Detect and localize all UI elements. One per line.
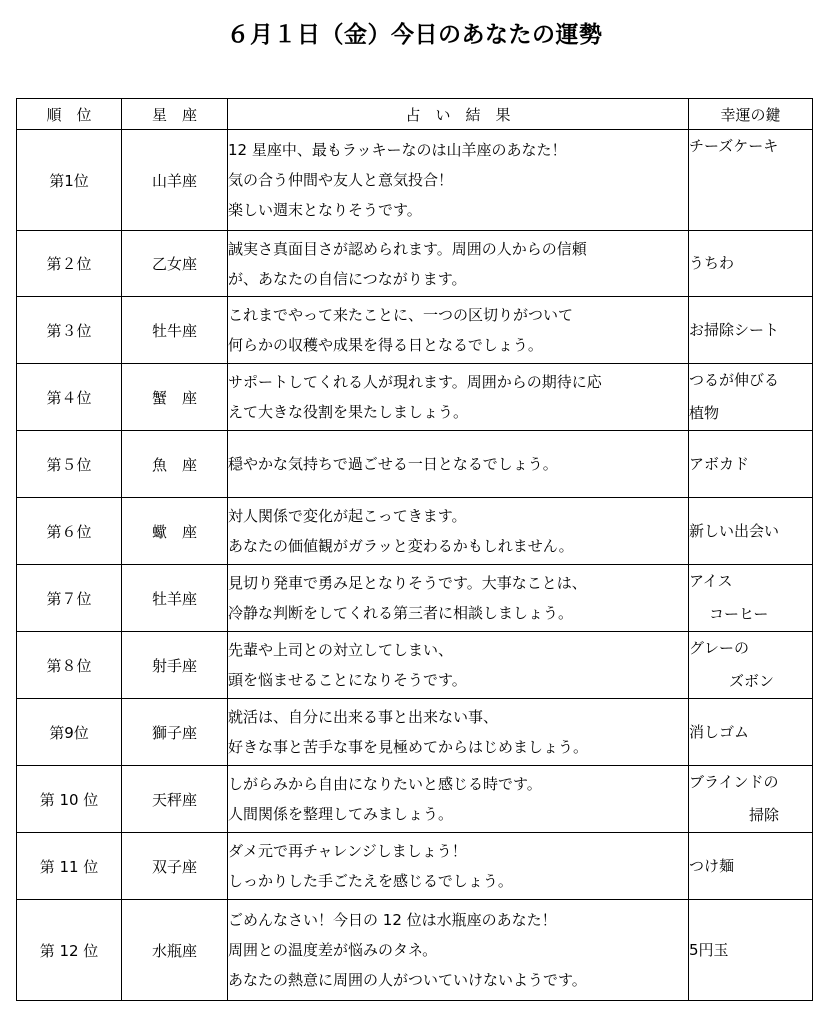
lucky-key-cell (689, 699, 813, 766)
sign-header: 星 座 (122, 99, 228, 130)
table-row (17, 231, 813, 297)
table-row (17, 364, 813, 431)
lucky-key-line: お掃除シート (689, 320, 780, 339)
lucky-key-line: つるが伸びる (689, 371, 780, 389)
table-row (17, 766, 813, 833)
lucky-key-line: 植物 (689, 404, 720, 422)
sign-cell: 天秤座 (122, 766, 228, 833)
lucky-key-cell (689, 632, 813, 699)
result-line: 就活は、自分に出来る事と出来ない事、 (228, 708, 499, 726)
lucky-key-line: チーズケーキ (689, 137, 779, 155)
table-header-row (17, 99, 813, 130)
result-line: ごめんなさい！今日の 12 位は水瓶座のあなた！ (228, 911, 557, 929)
result-cell (228, 632, 689, 699)
result-cell (228, 900, 689, 1001)
rank-cell: 第４位 (17, 364, 122, 431)
key-header: 幸運の鍵 (689, 99, 813, 130)
lucky-key-line: 5円玉 (689, 940, 729, 959)
result-line: 周囲との温度差が悩みのタネ。 (228, 941, 438, 959)
result-line: 何らかの収穫や成果を得る日となるでしょう。 (228, 336, 543, 354)
sign-cell: 射手座 (122, 632, 228, 699)
result-cell (228, 364, 689, 431)
result-line: 対人関係で変化が起こってきます。 (228, 507, 467, 525)
lucky-key-line: アイス (689, 572, 733, 590)
result-line: しっかりした手ごたえを感じるでしょう。 (228, 872, 513, 890)
table-row (17, 130, 813, 231)
fortune-table (16, 98, 813, 1001)
sign-cell: 牡牛座 (122, 297, 228, 364)
lucky-key-line: 掃除 (749, 806, 780, 824)
lucky-key-cell (689, 431, 813, 498)
lucky-key-line: ズボン (729, 672, 775, 690)
sign-cell: 山羊座 (122, 130, 228, 231)
result-cell (228, 297, 689, 364)
lucky-key-cell (689, 364, 813, 431)
table-row (17, 632, 813, 699)
result-line: ダメ元で再チャレンジしましょう！ (228, 842, 467, 860)
rank-header: 順 位 (17, 99, 122, 130)
lucky-key-line: コーヒー (709, 605, 769, 623)
table-row (17, 498, 813, 565)
lucky-key-line: 新しい出会い (689, 521, 780, 540)
table-row (17, 833, 813, 900)
rank-cell: 第６位 (17, 498, 122, 565)
result-line: えて大きな役割を果たしましょう。 (228, 403, 469, 421)
result-cell (228, 565, 689, 632)
lucky-key-cell (689, 498, 813, 565)
table-row (17, 565, 813, 632)
lucky-key-line: グレーの (689, 639, 750, 657)
lucky-key-cell (689, 297, 813, 364)
lucky-key-cell (689, 130, 813, 231)
rank-cell: 第 10 位 (17, 766, 122, 833)
lucky-key-cell (689, 565, 813, 632)
sign-cell: 水瓶座 (122, 900, 228, 1001)
result-header: 占 い 結 果 (228, 99, 689, 130)
result-cell (228, 498, 689, 565)
result-line: しがらみから自由になりたいと感じる時です。 (228, 775, 542, 793)
result-line: 楽しい週末となりそうです。 (228, 201, 422, 219)
sign-cell: 魚 座 (122, 431, 228, 498)
sign-cell: 乙女座 (122, 231, 228, 297)
result-line: 見切り発車で勇み足となりそうです。大事なことは、 (228, 574, 587, 592)
rank-cell: 第５位 (17, 431, 122, 498)
result-line: 気の合う仲間や友人と意気投合！ (228, 171, 454, 189)
result-line: 頭を悩ませることになりそうです。 (228, 671, 467, 689)
result-cell (228, 699, 689, 766)
result-line: 先輩や上司との対立してしまい、 (228, 641, 454, 659)
table-row (17, 297, 813, 364)
rank-cell: 第1位 (17, 130, 122, 231)
result-line: が、あなたの自信につながります。 (228, 269, 467, 288)
result-line: 人間関係を整理してみましょう。 (228, 805, 454, 823)
lucky-key-line: つけ麺 (689, 856, 735, 875)
sign-cell: 牡羊座 (122, 565, 228, 632)
page-title: ６月１日（金）今日のあなたの運勢 (226, 22, 603, 48)
result-line: 誠実さ真面目さが認められます。周囲の人からの信頼 (228, 239, 587, 258)
rank-cell: 第 12 位 (17, 900, 122, 1001)
lucky-key-cell (689, 900, 813, 1001)
result-line: 12 星座中、最もラッキーなのは山羊座のあなた！ (228, 141, 567, 159)
result-cell (228, 431, 689, 498)
rank-cell: 第８位 (17, 632, 122, 699)
rank-cell: 第9位 (17, 699, 122, 766)
sign-cell: 獅子座 (122, 699, 228, 766)
table-row (17, 900, 813, 1001)
sign-cell: 双子座 (122, 833, 228, 900)
sign-cell: 蠍 座 (122, 498, 228, 565)
result-line: あなたの価値観がガラッと変わるかもしれません。 (228, 537, 574, 555)
result-line: 穏やかな気持ちで過ごせる一日となるでしょう。 (228, 455, 558, 473)
result-line: あなたの熱意に周囲の人がついていけないようです。 (228, 971, 587, 989)
result-cell (228, 130, 689, 231)
lucky-key-line: アボカド (689, 454, 750, 473)
lucky-key-line: ブラインドの (689, 773, 779, 791)
rank-cell: 第２位 (17, 231, 122, 297)
result-line: サポートしてくれる人が現れます。周囲からの期待に応 (228, 373, 602, 391)
lucky-key-line: うちわ (689, 254, 735, 272)
result-cell (228, 766, 689, 833)
rank-cell: 第７位 (17, 565, 122, 632)
lucky-key-cell (689, 766, 813, 833)
result-line: 好きな事と苦手な事を見極めてからはじめましょう。 (228, 738, 589, 756)
rank-cell: 第３位 (17, 297, 122, 364)
result-cell (228, 231, 689, 297)
lucky-key-line: 消しゴム (689, 722, 750, 741)
result-line: これまでやって来たことに、一つの区切りがついて (228, 306, 574, 324)
result-line: 冷静な判断をしてくれる第三者に相談しましょう。 (228, 604, 574, 622)
rank-cell: 第 11 位 (17, 833, 122, 900)
table-row (17, 699, 813, 766)
sign-cell: 蟹 座 (122, 364, 228, 431)
table-row (17, 431, 813, 498)
lucky-key-cell (689, 231, 813, 297)
result-cell (228, 833, 689, 900)
lucky-key-cell (689, 833, 813, 900)
